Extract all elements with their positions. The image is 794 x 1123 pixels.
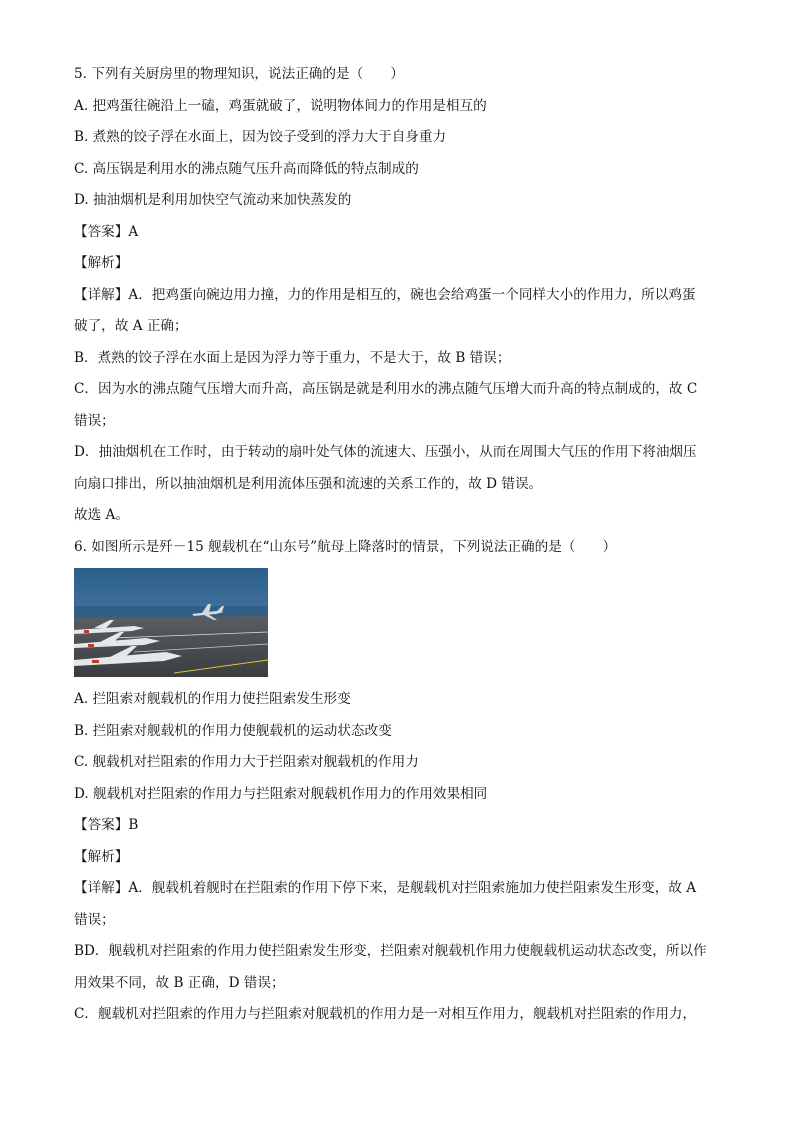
q5-detail-d-1: D．抽油烟机在工作时，由于转动的扇叶处气体的流速大、压强小，从而在周围大气压的作用下将油烟压 (74, 444, 697, 460)
q6-option-d: D. 舰载机对拦阻索的作用力与拦阻索对舰载机作用力的作用效果相同 (74, 785, 488, 802)
q6-detail-a-2: 错误； (74, 911, 115, 928)
q5-stem: 5. 下列有关厨房里的物理知识，说法正确的是（ ） (74, 66, 404, 82)
q6-option-a: A. 拦阻索对舰载机的作用力使拦阻索发生形变 (74, 691, 351, 707)
q6-detail-bd-2: 用效果不同，故 B 正确，D 错误； (74, 974, 285, 991)
q5-detail-d-2: 向扇口排出，所以抽油烟机是利用流体压强和流速的关系工作的，故 D 错误。 (74, 475, 543, 492)
q6-option-c: C. 舰载机对拦阻索的作用力大于拦阻索对舰载机的作用力 (74, 754, 419, 770)
q5-answer: 【答案】A (74, 223, 139, 240)
q5-option-c: C. 高压锅是利用水的沸点随气压升高而降低的特点制成的 (74, 160, 419, 177)
q5-conclusion: 故选 A。 (74, 507, 129, 523)
q5-detail-c-2: 错误； (74, 412, 115, 429)
page-content (74, 64, 734, 1036)
q5-detail-a-1: 【详解】A．把鸡蛋向碗边用力撞，力的作用是相互的，碗也会给鸡蛋一个同样大小的作用力，所以鸡蛋 (74, 286, 696, 303)
q6-detail-bd-1: BD．舰载机对拦阻索的作用力使拦阻索发生形变，拦阻索对舰载机作用力使舰载机运动状态改变，所以作 (74, 943, 707, 959)
q5-detail-a-2: 破了，故 A 正确； (74, 318, 188, 334)
q5-option-d: D. 抽油烟机是利用加快空气流动来加快蒸发的 (74, 192, 352, 208)
q6-detail-a-1: 【详解】A．舰载机着舰时在拦阻索的作用下停下来，是舰载机对拦阻索施加力使拦阻索发生形变，故 A (74, 880, 697, 896)
carrier-landing-photo (74, 568, 268, 677)
q6-answer: 【答案】B (74, 817, 139, 833)
q6-option-b: B. 拦阻索对舰载机的作用力使舰载机的运动状态改变 (74, 722, 392, 739)
q5-option-b: B. 煮熟的饺子浮在水面上，因为饺子受到的浮力大于自身重力 (74, 129, 447, 145)
q5-detail-c-1: C．因为水的沸点随气压增大而升高，高压锅是就是利用水的沸点随气压增大而升高的特点制成的，故 C (74, 381, 698, 397)
q5-detail-b: B．煮熟的饺子浮在水面上是因为浮力等于重力，不是大于，故 B 错误； (74, 349, 511, 366)
q5-analysis-label: 【解析】 (74, 255, 129, 271)
q6-detail-c-1: C．舰载机对拦阻索的作用力与拦阻索对舰载机的作用力是一对相互作用力，舰载机对拦阻索的作用力， (74, 1006, 697, 1022)
q5-option-a: A. 把鸡蛋往碗沿上一磕，鸡蛋就破了，说明物体间力的作用是相互的 (74, 97, 487, 114)
q6-analysis-label: 【解析】 (74, 848, 129, 865)
q6-stem: 6. 如图所示是歼－15 舰载机在“山东号”航母上降落时的情景，下列说法正确的是（ ） (74, 538, 617, 555)
